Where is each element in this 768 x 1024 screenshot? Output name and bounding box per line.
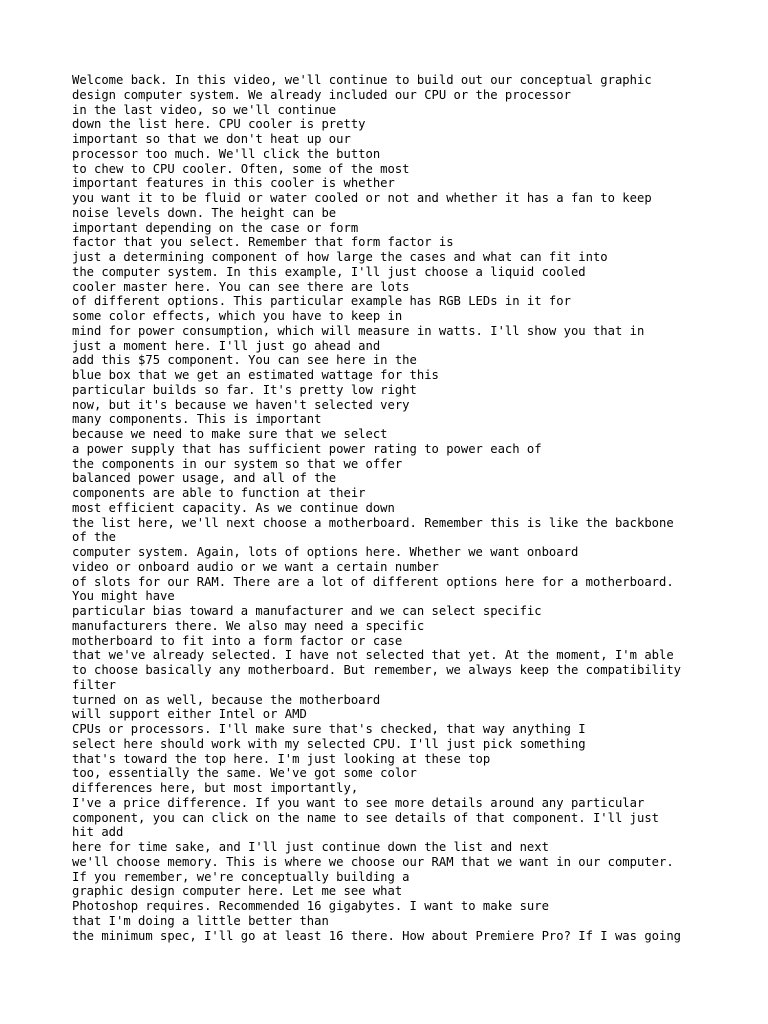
text-line: graphic design computer here. Let me see what bbox=[72, 884, 403, 899]
text-line: now, but it's because we haven't selected very bbox=[72, 397, 410, 412]
text-line: components are able to function at their bbox=[72, 486, 366, 500]
text-line: turned on as well, because the motherboard bbox=[72, 692, 381, 707]
transcript-text bbox=[72, 73, 762, 943]
text-line: filter bbox=[72, 677, 117, 692]
text-line: the components in our system so that we offer bbox=[72, 456, 403, 471]
text-line: factor that you select. Remember that form factor is bbox=[72, 235, 454, 250]
text-line: in the last video, so we'll continue bbox=[72, 102, 337, 117]
text-line: you want it to be fluid or water cooled or not and whether it has a fan to keep bbox=[72, 191, 652, 205]
text-line: here for time sake, and I'll just continue down the list and next bbox=[72, 840, 549, 854]
text-line: CPUs or processors. I'll make sure that's checked, that way anything I bbox=[72, 722, 586, 736]
text-line: important depending on the case or form bbox=[72, 220, 359, 235]
text-line: You might have bbox=[72, 589, 175, 604]
text-line: manufacturers there. We also may need a specific bbox=[72, 618, 425, 633]
text-line: differences here, but most importantly, bbox=[72, 781, 359, 795]
text-line: important features in this cooler is whether bbox=[72, 176, 395, 191]
text-line: design computer system. We already included our CPU or the processor bbox=[72, 87, 571, 102]
text-line: video or onboard audio or we want a certain number bbox=[72, 559, 439, 574]
text-line: of different options. This particular example has RGB LEDs in it for bbox=[72, 294, 571, 309]
text-line: cooler master here. You can see there are lots bbox=[72, 279, 410, 294]
text-line: computer system. Again, lots of options here. Whether we want onboard bbox=[72, 545, 579, 559]
text-line: we'll choose memory. This is where we choose our RAM that we want in our computer. bbox=[72, 854, 674, 869]
text-line: noise levels down. The height can be bbox=[72, 205, 337, 220]
text-line: particular bias toward a manufacturer and we can select specific bbox=[72, 604, 542, 618]
text-line: to choose basically any motherboard. But remember, we always keep the compatibility bbox=[72, 663, 682, 677]
text-line: that we've already selected. I have not selected that yet. At the moment, I'm able bbox=[72, 648, 674, 663]
text-line: a power supply that has sufficient power rating to power each of bbox=[72, 441, 542, 456]
text-line: If you remember, we're conceptually building a bbox=[72, 869, 410, 884]
text-line: balanced power usage, and all of the bbox=[72, 471, 337, 486]
text-line: that's toward the top here. I'm just looking at these top bbox=[72, 751, 491, 766]
text-line: important so that we don't heat up our bbox=[72, 132, 351, 146]
text-line: hit add bbox=[72, 825, 124, 840]
text-line: component, you can click on the name to see details of that component. I'll just bbox=[72, 810, 659, 825]
text-line: mind for power consumption, which will measure in watts. I'll show you that in bbox=[72, 323, 645, 338]
text-line: just a determining component of how large the cases and what can fit into bbox=[72, 250, 608, 264]
text-line: that I'm doing a little better than bbox=[72, 913, 329, 928]
text-line: of the bbox=[72, 530, 117, 545]
text-line: the list here, we'll next choose a motherboard. Remember this is like the backbone bbox=[72, 515, 674, 530]
text-line: the computer system. In this example, I'll just choose a liquid cooled bbox=[72, 264, 586, 279]
text-line: Welcome back. In this video, we'll continue to build out our conceptual graphic bbox=[72, 73, 652, 87]
text-line: processor too much. We'll click the button bbox=[72, 146, 381, 161]
text-line: down the list here. CPU cooler is pretty bbox=[72, 117, 366, 132]
text-line: many components. This is important bbox=[72, 412, 322, 427]
text-line: the minimum spec, I'll go at least 16 there. How about Premiere Pro? If I was going bbox=[72, 928, 682, 943]
text-line: particular builds so far. It's pretty low right bbox=[72, 382, 417, 397]
text-line: motherboard to fit into a form factor or case bbox=[72, 633, 403, 648]
text-line: add this $75 component. You can see here in the bbox=[72, 353, 417, 368]
text-line: to chew to CPU cooler. Often, some of the most bbox=[72, 161, 410, 176]
text-line: some color effects, which you have to keep in bbox=[72, 309, 403, 323]
text-line: I've a price difference. If you want to see more details around any particular bbox=[72, 795, 645, 810]
text-line: of slots for our RAM. There are a lot of different options here for a motherboard. bbox=[72, 574, 674, 589]
text-line: blue box that we get an estimated wattage for this bbox=[72, 368, 439, 382]
text-line: just a moment here. I'll just go ahead and bbox=[72, 338, 381, 353]
text-line: most efficient capacity. As we continue down bbox=[72, 500, 395, 515]
text-line: because we need to make sure that we select bbox=[72, 427, 388, 441]
text-line: will support either Intel or AMD bbox=[72, 707, 307, 722]
text-line: Photoshop requires. Recommended 16 gigabytes. I want to make sure bbox=[72, 899, 549, 913]
text-line: select here should work with my selected CPU. I'll just pick something bbox=[72, 736, 586, 751]
text-line: too, essentially the same. We've got some color bbox=[72, 766, 417, 781]
